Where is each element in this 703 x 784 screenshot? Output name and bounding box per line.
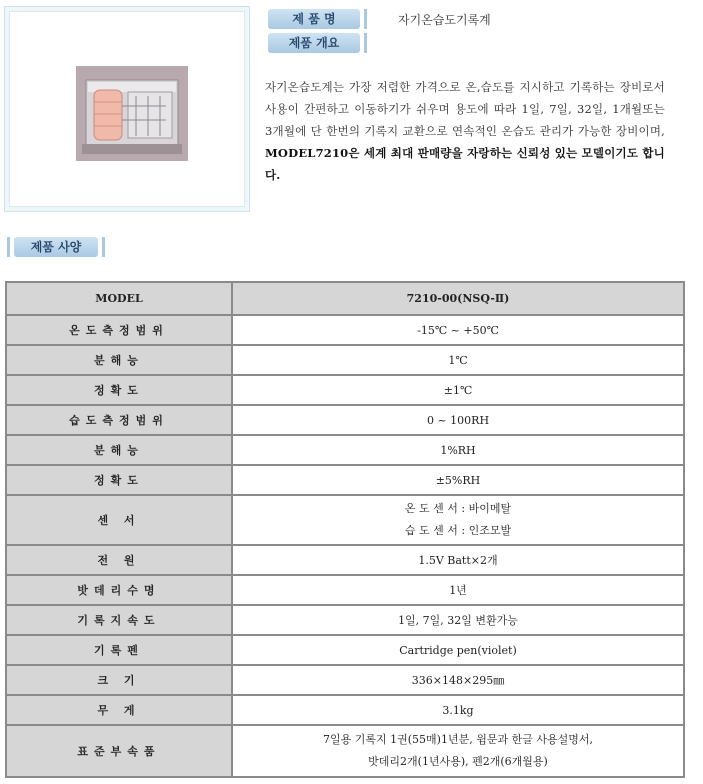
product-photo-frame	[4, 6, 250, 212]
spec-value: 1%RH	[232, 435, 684, 465]
spec-value: 0 ~ 100RH	[232, 405, 684, 435]
spec-label: 정확도	[6, 375, 232, 405]
spec-value: Cartridge pen(violet)	[232, 635, 684, 665]
description-highlight: MODEL7210은 세계 최대 판매량을 자랑하는 신뢰성 있는 모델이기도 합니다.	[265, 146, 665, 182]
spec-value: 1년	[232, 575, 684, 605]
spec-label: 표준부속품	[6, 725, 232, 777]
spec-label: 무 게	[6, 695, 232, 725]
spec-row	[6, 605, 684, 635]
spec-header-row	[6, 282, 684, 315]
spec-value	[232, 495, 684, 545]
spec-label: 크 기	[6, 665, 232, 695]
spec-label: 분해능	[6, 435, 232, 465]
spec-value-line: 밧데리2개(1년사용), 펜2개(6개월용)	[368, 755, 548, 768]
spec-row	[6, 695, 684, 725]
spec-row	[6, 635, 684, 665]
spec-label: 밧데리수명	[6, 575, 232, 605]
spec-value: 1℃	[232, 345, 684, 375]
spec-value: 3.1kg	[232, 695, 684, 725]
spec-value: ±1℃	[232, 375, 684, 405]
product-overview-label: 제품 개요	[268, 33, 360, 53]
spec-value	[232, 725, 684, 777]
product-description	[265, 76, 665, 186]
spec-label: 기록펜	[6, 635, 232, 665]
description-text: 자기온습도계는 가장 저렴한 가격으로 온,습도를 지시하고 기록하는 장비로서 사용이 간편하고 이동하기가 쉬우며 용도에 따라 1일, 7일, 32일, 1개월또는 3개월에 단 한번의 기록지 교환으로 연속적인 온습도 관리가 가능한 장비이며,	[265, 80, 665, 138]
product-name-label: 제 품 명	[268, 9, 360, 29]
spec-row	[6, 465, 684, 495]
spec-row	[6, 405, 684, 435]
pill-accent	[7, 237, 10, 257]
spec-value: 336×148×295㎜	[232, 665, 684, 695]
spec-section-label: 제품 사양	[14, 237, 98, 257]
spec-label: 습도측정범위	[6, 405, 232, 435]
spec-value: ±5%RH	[232, 465, 684, 495]
spec-header-value: 7210-00(NSQ-Ⅱ)	[232, 282, 684, 315]
spec-row	[6, 575, 684, 605]
spec-row	[6, 495, 684, 545]
spec-value-line: 7일용 기록지 1권(55매)1년분, 윔문과 한글 사용설명서,	[323, 733, 593, 746]
spec-value: 1.5V Batt×2개	[232, 545, 684, 575]
spec-table	[5, 281, 685, 778]
spec-value-line: 온 도 센 서 : 바이메탈	[404, 502, 512, 515]
thermo-hygrograph-image	[76, 66, 188, 161]
spec-header-label: MODEL	[6, 282, 232, 315]
spec-value: 1일, 7일, 32일 변환가능	[232, 605, 684, 635]
spec-row	[6, 315, 684, 345]
product-name-value: 자기온습도기록계	[398, 13, 491, 27]
pill-accent	[364, 33, 367, 53]
spec-label: 전 원	[6, 545, 232, 575]
pill-accent	[364, 9, 367, 29]
spec-row	[6, 435, 684, 465]
spec-row	[6, 725, 684, 777]
spec-label: 정확도	[6, 465, 232, 495]
product-photo-panel	[9, 11, 245, 207]
spec-label: 온도측정범위	[6, 315, 232, 345]
spec-row	[6, 345, 684, 375]
spec-label: 기록지속도	[6, 605, 232, 635]
spec-value: -15℃ ~ +50℃	[232, 315, 684, 345]
pill-accent	[102, 237, 105, 257]
spec-row	[6, 545, 684, 575]
spec-value-line: 습 도 센 서 : 인조모발	[404, 524, 512, 537]
spec-label: 분해능	[6, 345, 232, 375]
spec-row	[6, 665, 684, 695]
spec-label: 센 서	[6, 495, 232, 545]
spec-row	[6, 375, 684, 405]
